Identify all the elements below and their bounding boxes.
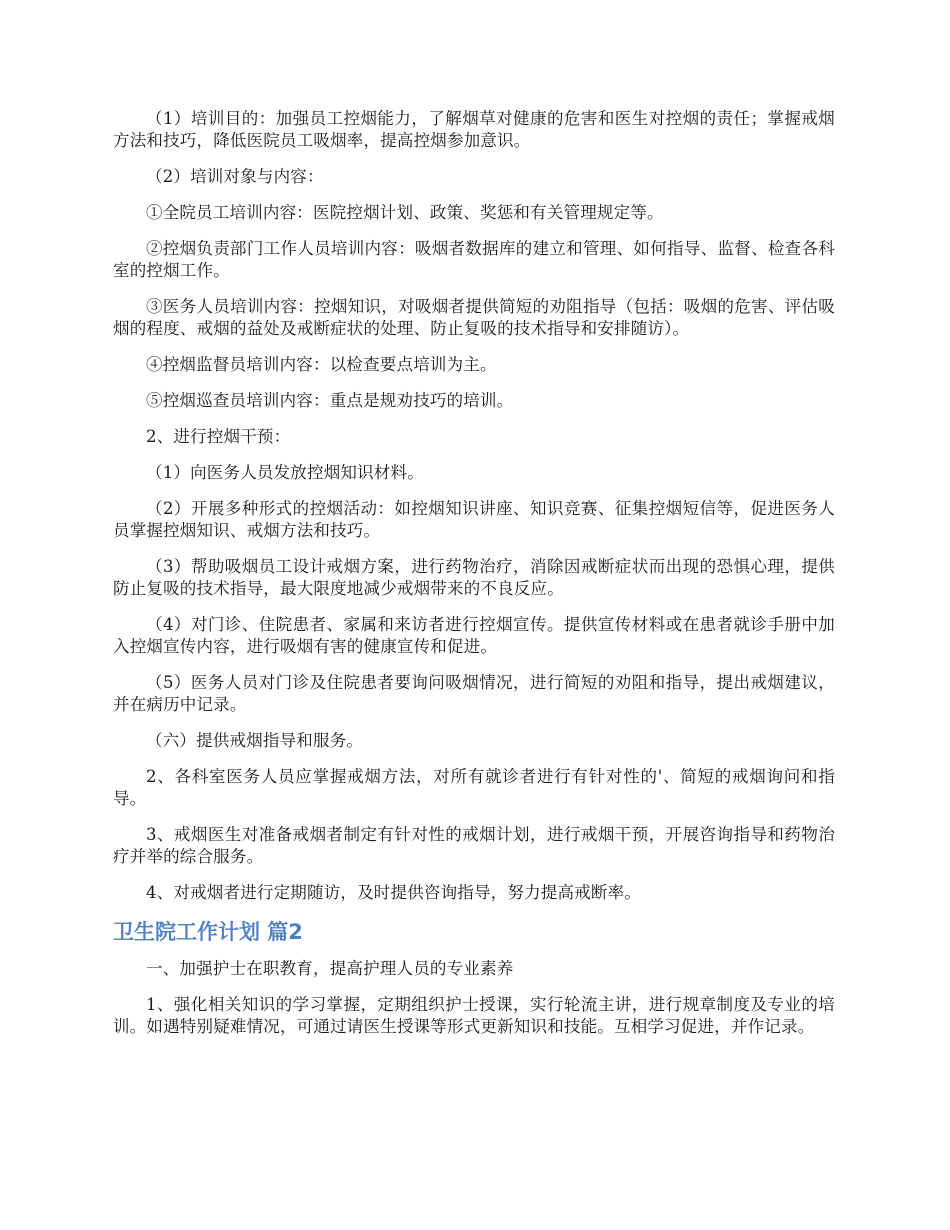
paragraph: ②控烟负责部门工作人员培训内容：吸烟者数据库的建立和管理、如何指导、监督、检查各科室的控烟工作。 (113, 239, 835, 280)
paragraph: 3、戒烟医生对准备戒烟者制定有针对性的戒烟计划，进行戒烟干预，开展咨询指导和药物治疗并举的综合服务。 (113, 825, 835, 866)
paragraph: ①全院员工培训内容：医院控烟计划、政策、奖惩和有关管理规定等。 (146, 203, 664, 222)
paragraph: ③医务人员培训内容：控烟知识，对吸烟者提供简短的劝阻指导（包括：吸烟的危害、评估吸烟的程度、戒烟的益处及戒断症状的处理、防止复吸的技术指导和安排随访）。 (113, 297, 835, 338)
paragraph: ⑤控烟巡查员培训内容：重点是规劝技巧的培训。 (146, 391, 514, 410)
paragraph: （1）向医务人员发放控烟知识材料。 (146, 463, 424, 482)
paragraph: 1、强化相关知识的学习掌握，定期组织护士授课，实行轮流主讲，进行规章制度及专业的培训。如遇特别疑难情况，可通过请医生授课等形式更新知识和技能。互相学习促进，并作记录。 (113, 995, 835, 1036)
paragraph: 一、加强护士在职教育，提高护理人员的专业素养 (146, 959, 514, 978)
paragraph: （5）医务人员对门诊及住院患者要询问吸烟情况，进行简短的劝阻和指导，提出戒烟建议，并在病历中记录。 (113, 673, 835, 714)
paragraph: 4、对戒烟者进行定期随访，及时提供咨询指导，努力提高戒断率。 (146, 883, 641, 902)
paragraph: （六）提供戒烟指导和服务。 (146, 731, 364, 750)
paragraph: 2、各科室医务人员应掌握戒烟方法，对所有就诊者进行有针对性的'、简短的戒烟询问和指导。 (113, 767, 835, 808)
section-heading: 卫生院工作计划 篇2 (113, 920, 303, 944)
paragraph: （2）培训对象与内容： (146, 167, 324, 186)
paragraph: 2、进行控烟干预： (146, 427, 291, 446)
paragraph: ④控烟监督员培训内容：以检查要点培训为主。 (146, 355, 497, 374)
paragraph: （1）培训目的：加强员工控烟能力，了解烟草对健康的危害和医生对控烟的责任；掌握戒烟方法和技巧，降低医院员工吸烟率，提高控烟参加意识。 (113, 109, 835, 150)
paragraph: （2）开展多种形式的控烟活动：如控烟知识讲座、知识竞赛、征集控烟短信等，促进医务人员掌握控烟知识、戒烟方法和技巧。 (113, 499, 835, 540)
paragraph: （4）对门诊、住院患者、家属和来访者进行控烟宣传。提供宣传材料或在患者就诊手册中加入控烟宣传内容，进行吸烟有害的健康宣传和促进。 (113, 615, 835, 656)
paragraph: （3）帮助吸烟员工设计戒烟方案，进行药物治疗，消除因戒断症状而出现的恐惧心理，提供防止复吸的技术指导，最大限度地减少戒烟带来的不良反应。 (113, 557, 835, 598)
document-body (113, 108, 835, 1052)
